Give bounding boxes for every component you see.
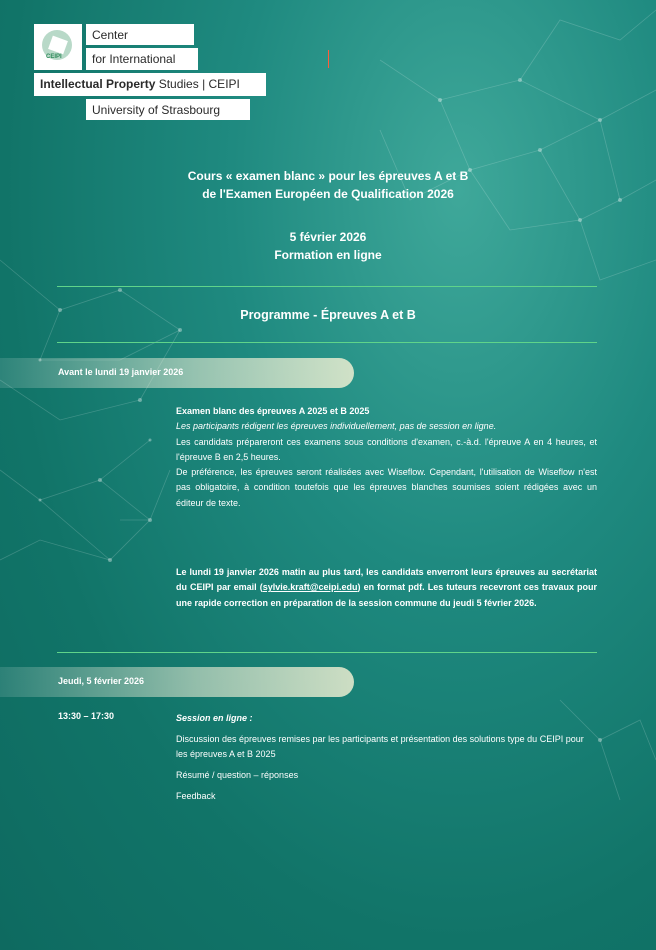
course-date-block <box>0 228 656 264</box>
divider-top <box>57 286 597 287</box>
email-link[interactable]: sylvie.kraft@ceipi.edu <box>262 582 358 593</box>
divider-bottom <box>57 342 597 343</box>
programme-title: Programme - Épreuves A et B <box>240 308 416 322</box>
logo-line-2: for International <box>86 48 198 70</box>
session-time: 13:30 – 17:30 <box>58 711 115 721</box>
course-format: Formation en ligne <box>274 248 382 262</box>
exam-paragraph-1: Les candidats prépareront ces examens sous conditions d'examen, c.-à.d. l'épreuve A en 4 heures, et l'épreuve B en 2,5 heures. <box>176 436 597 462</box>
submission-paragraph: Le lundi 19 janvier 2026 matin au plus tard, les candidats enverront leurs épreuves au secrétariat du CEIPI par email (sylvie.kraft@ceipi.edu) en format pdf. Les tuteurs recevront ces travaux pour une rapide correction en préparation de la session commune du jeudi 5 février 2026. <box>176 567 597 608</box>
section-header-label: Jeudi, 5 février 2026 <box>58 676 145 686</box>
session-title: Session en ligne : <box>176 713 253 723</box>
course-date: 5 février 2026 <box>289 230 367 244</box>
text-cursor-line <box>328 50 329 68</box>
logo-line-3: Intellectual Property Studies | CEIPI <box>34 73 266 96</box>
exam-title: Examen blanc des épreuves A 2025 et B 2025 <box>176 406 370 416</box>
exam-note: Les participants rédigent les épreuves individuellement, pas de session en ligne. <box>176 421 497 432</box>
course-title <box>0 167 656 203</box>
session-item-2: Résumé / question – réponses <box>176 770 299 780</box>
divider-section-2 <box>57 652 597 653</box>
exam-paragraph-2: De préférence, les épreuves seront réalisées avec Wiseflow. Cependant, l'utilisation de Wiseflow n'est pas obligatoire, à condition toutefois que les épreuves blanches soumises soient rédigées avec un éditeur de texte. <box>176 467 597 508</box>
course-title-line-2: de l'Examen Européen de Qualification 2026 <box>202 187 454 201</box>
submission-instructions <box>176 565 597 611</box>
section-header-label: Avant le lundi 19 janvier 2026 <box>58 367 184 377</box>
session-item-1: Discussion des épreuves remises par les participants et présentation des solutions type du CEIPI pour les épreuves A et B 2025 <box>176 734 584 759</box>
logo-line-1: Center <box>86 24 194 45</box>
section-header-february <box>0 667 354 697</box>
section-header-before-january <box>0 358 354 388</box>
session-details <box>176 711 597 804</box>
logo-line-4: University of Strasbourg <box>86 99 250 120</box>
ceipi-logo <box>34 24 266 120</box>
ceipi-emblem-icon: CEIPI <box>34 24 82 70</box>
session-item-3: Feedback <box>176 791 216 801</box>
exam-description <box>176 404 597 511</box>
course-title-line-1: Cours « examen blanc » pour les épreuves A et B <box>187 169 469 183</box>
